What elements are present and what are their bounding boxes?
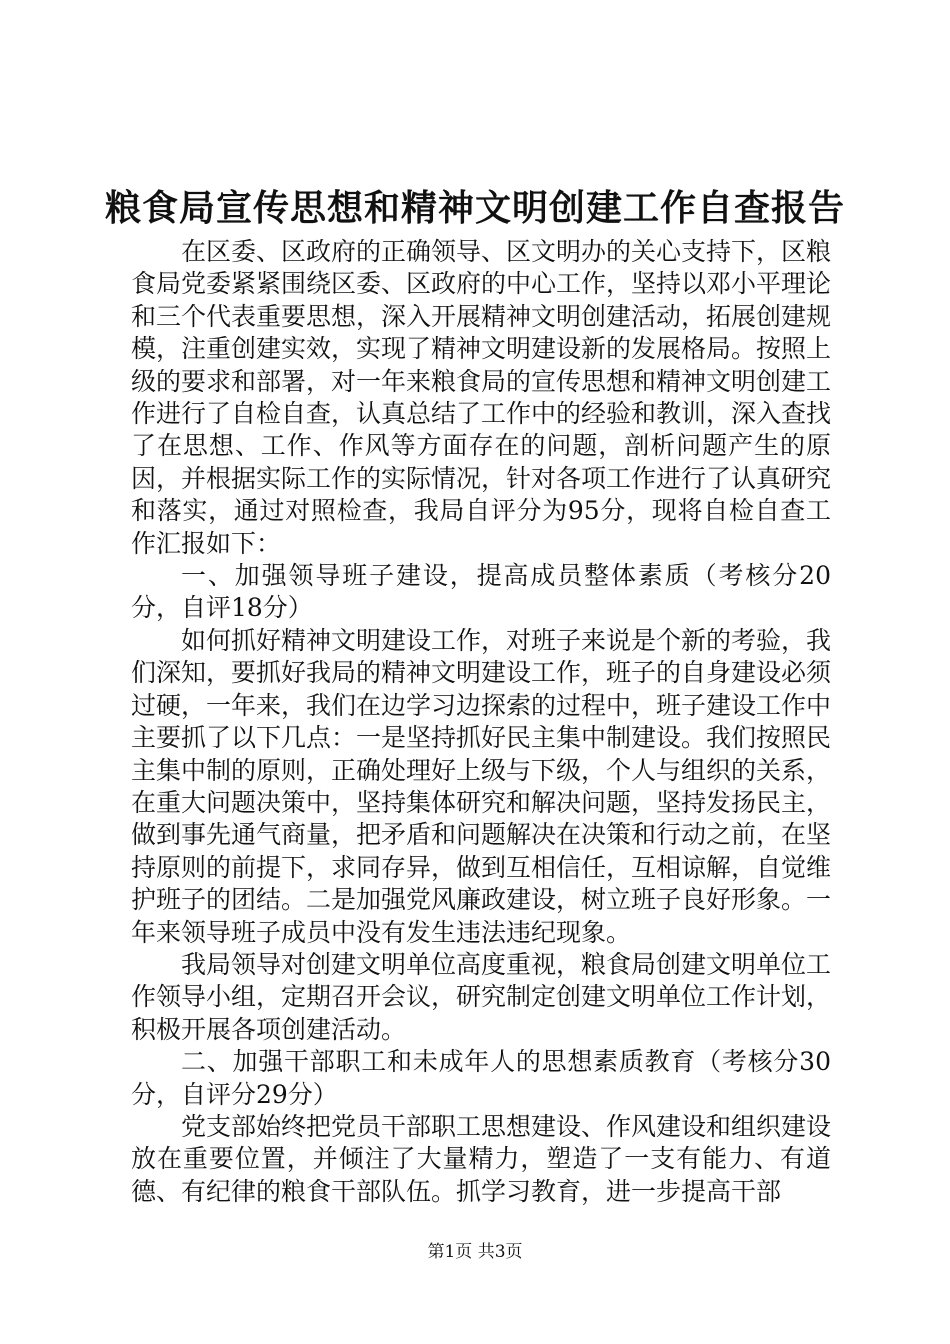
page-number-footer: 第1页 共3页: [427, 1242, 523, 1262]
paragraph-leadership: 如何抓好精神文明建设工作，对班子来说是个新的考验，我们深知，要抓好我局的精神文明建设工作，班子的自身建设必须过硬，一年来，我们在边学习边探索的过程中，班子建设工作中主要抓了以下几点：一是坚持抓好民主集中制建设。我们按照民主集中制的原则，正确处理好上级与下级，个人与组织的关系，在重大问题决策中，坚持集体研究和解决问题，坚持发扬民主，做到事先通气商量，把矛盾和问题解决在决策和行动之前，在坚持原则的前提下，求同存异，做到互相信任，互相谅解，自觉维护班子的团结。二是加强党风廉政建设，树立班子良好形象。一年来领导班子成员中没有发生违法违纪现象。: [131, 625, 832, 947]
paragraph-party-branch: 党支部始终把党员干部职工思想建设、作风建设和组织建设放在重要位置，并倾注了大量精力，塑造了一支有能力、有道德、有纪律的粮食干部队伍。抓学习教育，进一步提高干部: [131, 1111, 832, 1206]
section-heading-1: 一、加强领导班子建设，提高成员整体素质（考核分20分，自评18分）: [131, 561, 831, 623]
document-body: [131, 236, 831, 1208]
section-heading-2: 二、加强干部职工和未成年人的思想素质教育（考核分30分，自评分29分）: [131, 1047, 831, 1109]
paragraph-civilized-unit: 我局领导对创建文明单位高度重视，粮食局创建文明单位工作领导小组，定期召开会议，研究制定创建文明单位工作计划，积极开展各项创建活动。: [131, 949, 832, 1044]
paragraph-intro: 在区委、区政府的正确领导、区文明办的关心支持下，区粮食局党委紧紧围绕区委、区政府的中心工作，坚持以邓小平理论和三个代表重要思想，深入开展精神文明创建活动，拓展创建规模，注重创建实效，实现了精神文明建设新的发展格局。按照上级的要求和部署，对一年来粮食局的宣传思想和精神文明创建工作进行了自检自查，认真总结了工作中的经验和教训，深入查找了在思想、工作、作风等方面存在的问题，剖析问题产生的原因，并根据实际工作的实际情况，针对各项工作进行了认真研究和落实，通过对照检查，我局自评分为95分，现将自检自查工作汇报如下：: [131, 237, 832, 558]
page-title: 粮食局宣传思想和精神文明创建工作自查报告: [104, 187, 845, 229]
